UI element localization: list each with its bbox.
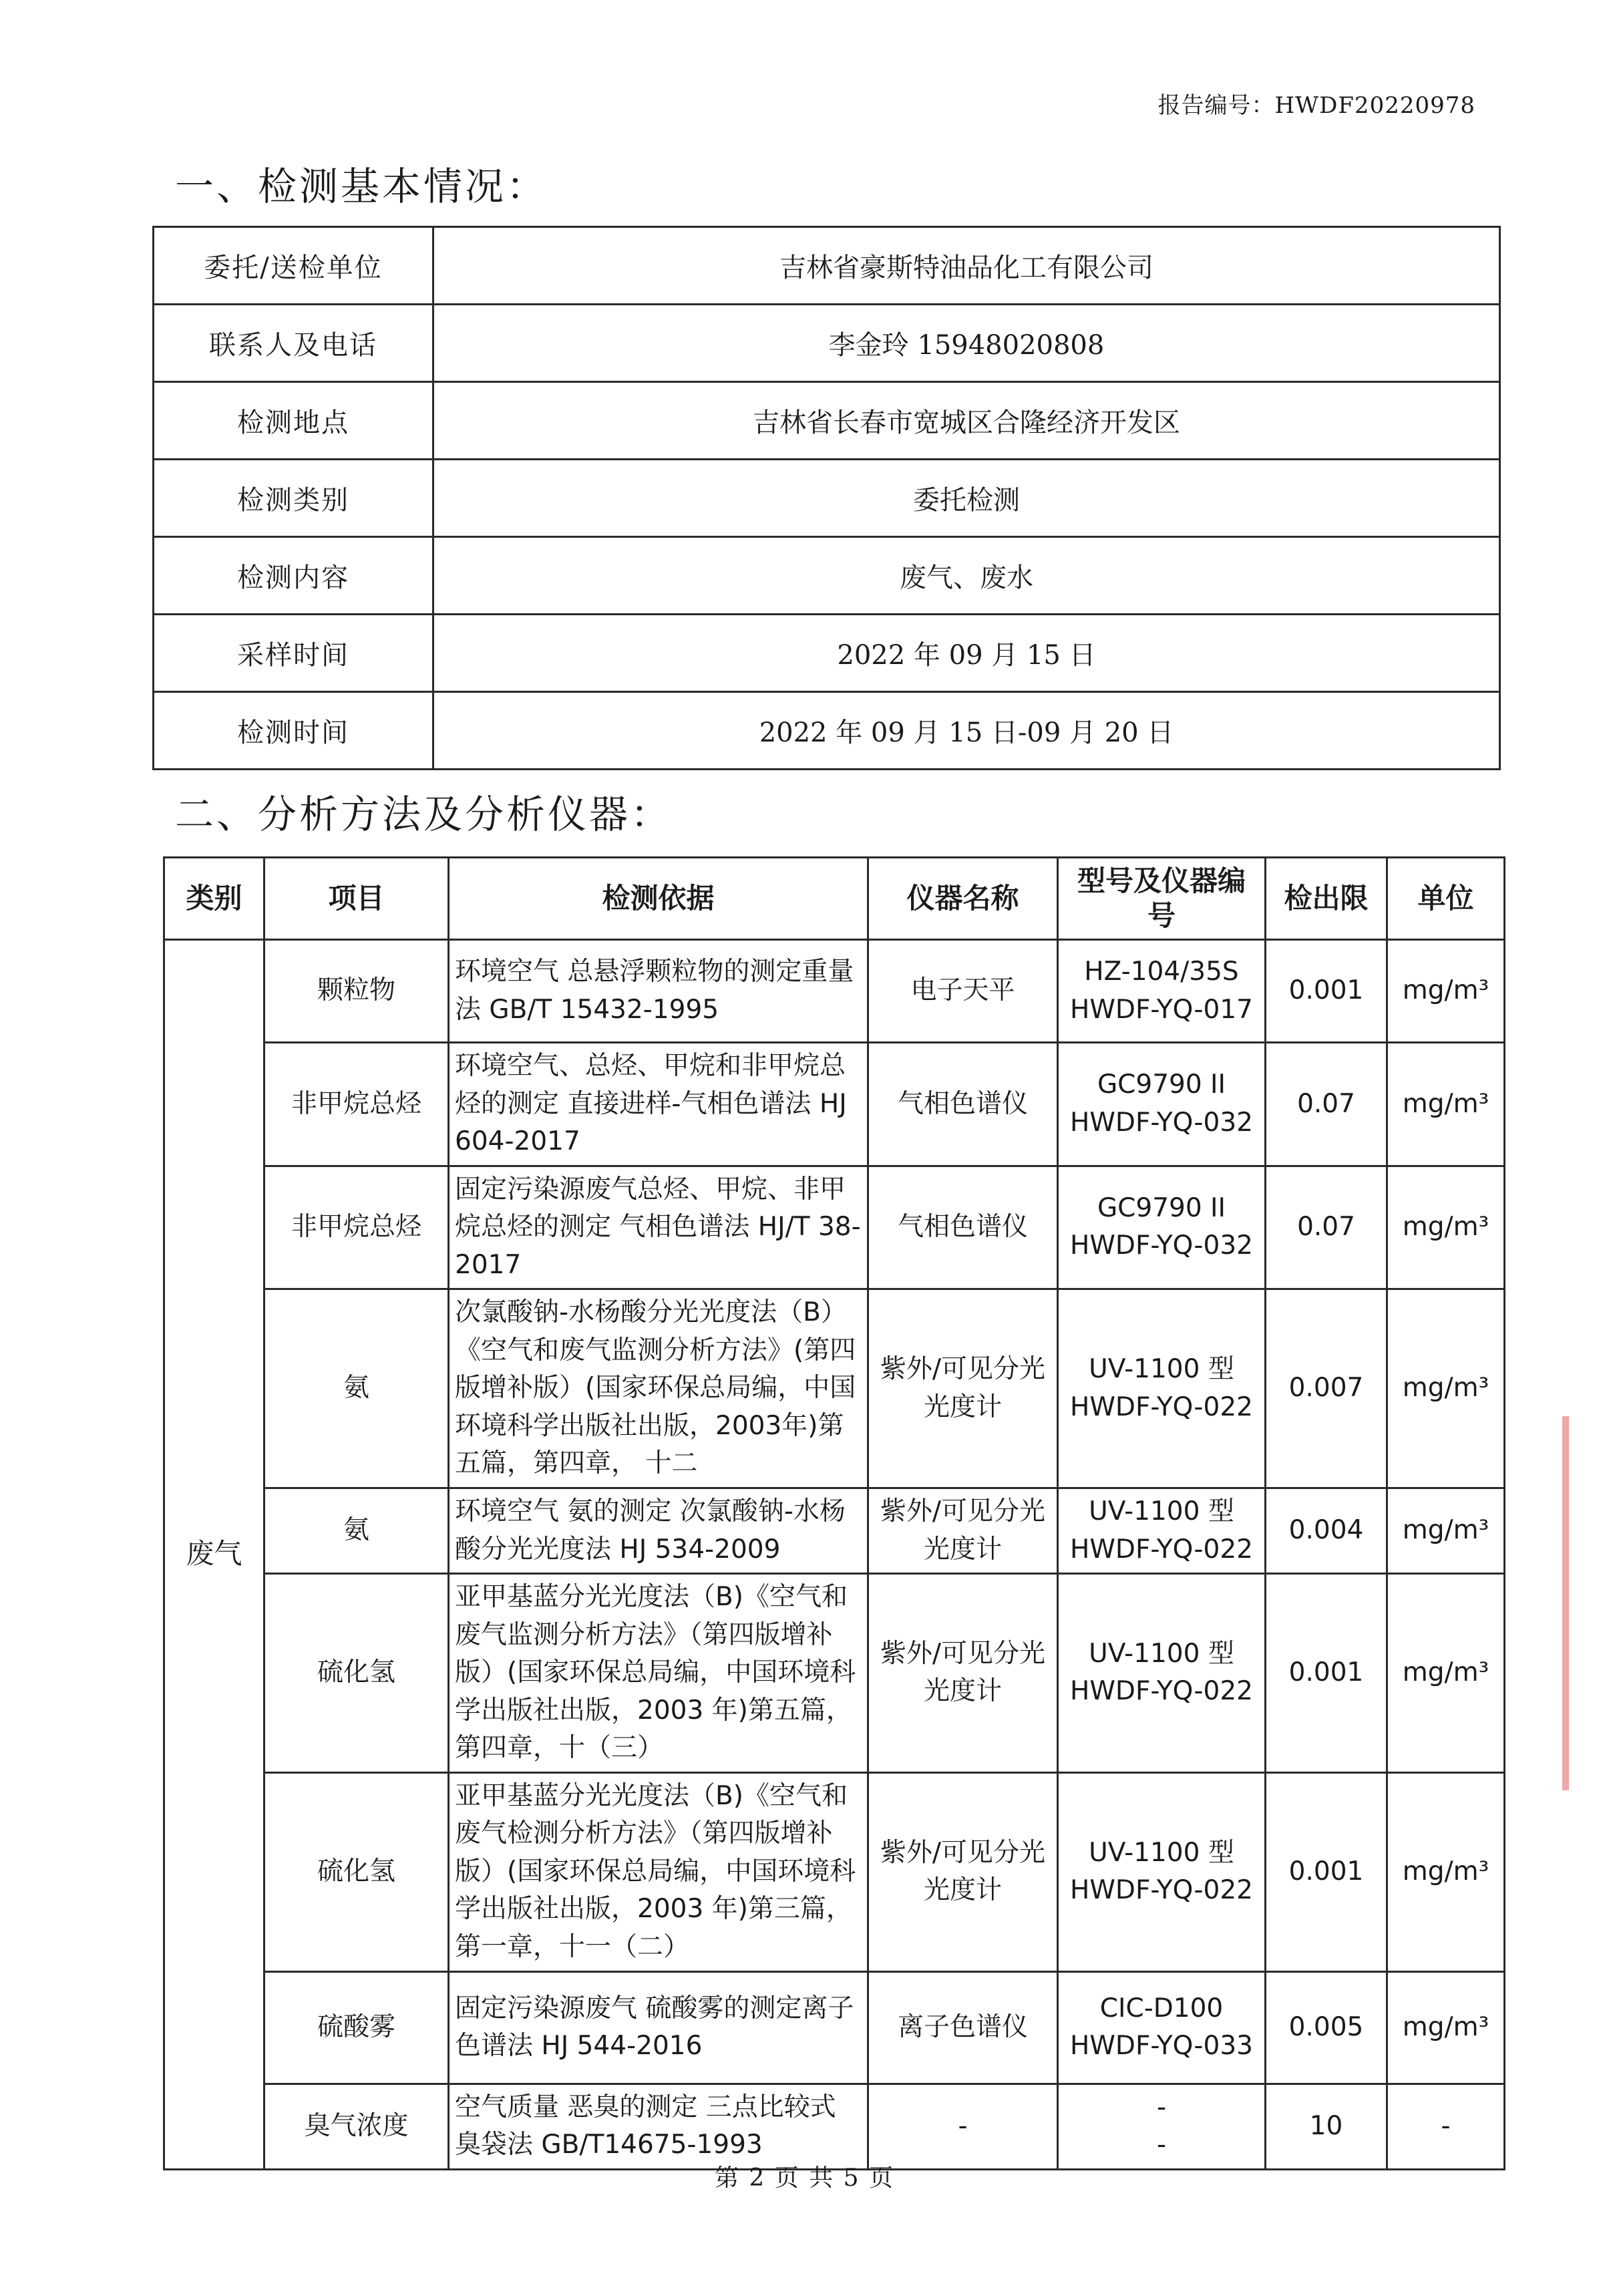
model-name: - bbox=[1156, 2092, 1167, 2122]
item-cell: 非甲烷总烃 bbox=[264, 1166, 449, 1289]
info-label: 联系人及电话 bbox=[154, 305, 433, 382]
item-cell: 臭气浓度 bbox=[264, 2084, 449, 2169]
info-value: 2022 年 09 月 15 日-09 月 20 日 bbox=[433, 692, 1500, 770]
model-cell bbox=[1058, 1043, 1266, 1166]
limit-cell: 0.001 bbox=[1266, 940, 1387, 1043]
report-number: 报告编号：HWDF20220978 bbox=[1157, 92, 1475, 119]
model-cell bbox=[1058, 2084, 1266, 2169]
unit-cell: - bbox=[1387, 2084, 1505, 2169]
model-cell bbox=[1058, 1574, 1266, 1773]
basis-cell: 固定污染源废气总烃、甲烷、非甲烷总烃的测定 气相色谱法 HJ/T 38-2017 bbox=[449, 1166, 868, 1289]
item-cell: 非甲烷总烃 bbox=[264, 1043, 449, 1166]
method-row bbox=[164, 1971, 1505, 2084]
info-value: 废气、废水 bbox=[433, 537, 1500, 615]
instrument-cell: 紫外/可见分光光度计 bbox=[868, 1772, 1058, 1971]
basis-cell: 环境空气 氨的测定 次氯酸钠-水杨酸分光光度法 HJ 534-2009 bbox=[449, 1488, 868, 1574]
limit-cell: 10 bbox=[1266, 2084, 1387, 2169]
page-number: 第 2 页 共 5 页 bbox=[714, 2164, 895, 2192]
section-title-basic-info: 一、检测基本情况： bbox=[175, 164, 548, 209]
method-row bbox=[164, 1289, 1505, 1488]
model-name: GC9790 II bbox=[1097, 1070, 1226, 1100]
red-seal-edge bbox=[1562, 1416, 1609, 1790]
info-row bbox=[154, 537, 1500, 615]
model-name: HZ-104/35S bbox=[1084, 956, 1239, 987]
unit-cell: mg/m³ bbox=[1387, 1574, 1505, 1773]
instrument-id: HWDF-YQ-022 bbox=[1070, 1534, 1253, 1565]
method-row bbox=[164, 1772, 1505, 1971]
instrument-id: HWDF-YQ-032 bbox=[1070, 1231, 1253, 1261]
basis-cell: 环境空气 总悬浮颗粒物的测定重量法 GB/T 15432-1995 bbox=[449, 940, 868, 1043]
item-cell: 硫化氢 bbox=[264, 1772, 449, 1971]
item-cell: 氨 bbox=[264, 1289, 449, 1488]
model-cell bbox=[1058, 1166, 1266, 1289]
unit-cell: mg/m³ bbox=[1387, 940, 1505, 1043]
header-model: 型号及仪器编号 bbox=[1058, 858, 1266, 940]
instrument-cell: 紫外/可见分光光度计 bbox=[868, 1289, 1058, 1488]
limit-cell: 0.007 bbox=[1266, 1289, 1387, 1488]
header-basis: 检测依据 bbox=[449, 858, 868, 940]
info-value: 2022 年 09 月 15 日 bbox=[433, 615, 1500, 692]
model-name: UV-1100 型 bbox=[1089, 1354, 1234, 1385]
instrument-cell: 紫外/可见分光光度计 bbox=[868, 1488, 1058, 1574]
instrument-cell: 电子天平 bbox=[868, 940, 1058, 1043]
instrument-id: HWDF-YQ-033 bbox=[1070, 2031, 1253, 2062]
info-value: 吉林省豪斯特油品化工有限公司 bbox=[433, 227, 1500, 305]
header-category: 类别 bbox=[164, 858, 264, 940]
model-cell bbox=[1058, 1289, 1266, 1488]
instrument-cell: - bbox=[868, 2084, 1058, 2169]
limit-cell: 0.001 bbox=[1266, 1772, 1387, 1971]
model-name: CIC-D100 bbox=[1099, 1993, 1224, 2023]
info-value: 李金玲 15948020808 bbox=[433, 305, 1500, 382]
limit-cell: 0.004 bbox=[1266, 1488, 1387, 1574]
limit-cell: 0.001 bbox=[1266, 1574, 1387, 1773]
info-value: 委托检测 bbox=[433, 460, 1500, 537]
info-label: 采样时间 bbox=[154, 615, 433, 692]
basic-info-table bbox=[152, 226, 1501, 770]
instrument-cell: 气相色谱仪 bbox=[868, 1043, 1058, 1166]
info-label: 委托/送检单位 bbox=[154, 227, 433, 305]
item-cell: 颗粒物 bbox=[264, 940, 449, 1043]
limit-cell: 0.07 bbox=[1266, 1043, 1387, 1166]
limit-cell: 0.005 bbox=[1266, 1971, 1387, 2084]
model-name: UV-1100 型 bbox=[1089, 1837, 1234, 1868]
method-row bbox=[164, 940, 1505, 1043]
info-row bbox=[154, 227, 1500, 305]
instrument-id: HWDF-YQ-022 bbox=[1070, 1391, 1253, 1422]
method-row bbox=[164, 1166, 1505, 1289]
info-label: 检测内容 bbox=[154, 537, 433, 615]
header-limit: 检出限 bbox=[1266, 858, 1387, 940]
unit-cell: mg/m³ bbox=[1387, 1043, 1505, 1166]
method-row bbox=[164, 1488, 1505, 1574]
info-row bbox=[154, 615, 1500, 692]
basis-cell: 次氯酸钠-水杨酸分光光度法（B）《空气和废气监测分析方法》(第四版增补版）(国家环保总局编，中国环境科学出版社出版，2003年)第五篇，第四章， 十二 bbox=[449, 1289, 868, 1488]
info-row bbox=[154, 460, 1500, 537]
info-row bbox=[154, 305, 1500, 382]
header-unit: 单位 bbox=[1387, 858, 1505, 940]
limit-cell: 0.07 bbox=[1266, 1166, 1387, 1289]
model-name: GC9790 II bbox=[1097, 1192, 1226, 1223]
info-label: 检测类别 bbox=[154, 460, 433, 537]
instrument-cell: 气相色谱仪 bbox=[868, 1166, 1058, 1289]
instrument-id: - bbox=[1156, 2130, 1167, 2160]
method-row bbox=[164, 1043, 1505, 1166]
unit-cell: mg/m³ bbox=[1387, 1289, 1505, 1488]
basis-cell: 空气质量 恶臭的测定 三点比较式臭袋法 GB/T14675-1993 bbox=[449, 2084, 868, 2169]
unit-cell: mg/m³ bbox=[1387, 1166, 1505, 1289]
info-label: 检测地点 bbox=[154, 382, 433, 460]
header-item: 项目 bbox=[264, 858, 449, 940]
info-label: 检测时间 bbox=[154, 692, 433, 770]
basis-cell: 环境空气、总烃、甲烷和非甲烷总烃的测定 直接进样-气相色谱法 HJ 604-2017 bbox=[449, 1043, 868, 1166]
unit-cell: mg/m³ bbox=[1387, 1971, 1505, 2084]
instrument-id: HWDF-YQ-022 bbox=[1070, 1875, 1253, 1906]
methods-table bbox=[163, 856, 1505, 2170]
model-name: UV-1100 型 bbox=[1089, 1496, 1234, 1527]
method-row bbox=[164, 2084, 1505, 2169]
info-row bbox=[154, 382, 1500, 460]
instrument-id: HWDF-YQ-022 bbox=[1070, 1676, 1253, 1707]
item-cell: 硫化氢 bbox=[264, 1574, 449, 1773]
model-name: UV-1100 型 bbox=[1089, 1638, 1234, 1669]
methods-header-row bbox=[164, 858, 1505, 940]
model-cell bbox=[1058, 1488, 1266, 1574]
model-cell bbox=[1058, 1971, 1266, 2084]
info-row bbox=[154, 692, 1500, 770]
model-cell bbox=[1058, 940, 1266, 1043]
unit-cell: mg/m³ bbox=[1387, 1488, 1505, 1574]
section-title-methods: 二、分析方法及分析仪器： bbox=[175, 792, 673, 837]
instrument-cell: 紫外/可见分光光度计 bbox=[868, 1574, 1058, 1773]
basis-cell: 固定污染源废气 硫酸雾的测定离子色谱法 HJ 544-2016 bbox=[449, 1971, 868, 2084]
instrument-id: HWDF-YQ-017 bbox=[1070, 994, 1253, 1025]
method-row bbox=[164, 1574, 1505, 1773]
basis-cell: 亚甲基蓝分光光度法（B)《空气和废气监测分析方法》（第四版增补版）(国家环保总局编，中国环境科学出版社出版，2003 年)第五篇，第四章，十（三） bbox=[449, 1574, 868, 1773]
model-cell bbox=[1058, 1772, 1266, 1971]
item-cell: 氨 bbox=[264, 1488, 449, 1574]
info-value: 吉林省长春市宽城区合隆经济开发区 bbox=[433, 382, 1500, 460]
unit-cell: mg/m³ bbox=[1387, 1772, 1505, 1971]
category-cell: 废气 bbox=[164, 940, 264, 2170]
basis-cell: 亚甲基蓝分光光度法（B)《空气和废气检测分析方法》（第四版增补版）(国家环保总局编，中国环境科学出版社出版，2003 年)第三篇，第一章，十一（二） bbox=[449, 1772, 868, 1971]
item-cell: 硫酸雾 bbox=[264, 1971, 449, 2084]
instrument-cell: 离子色谱仪 bbox=[868, 1971, 1058, 2084]
header-instrument: 仪器名称 bbox=[868, 858, 1058, 940]
instrument-id: HWDF-YQ-032 bbox=[1070, 1107, 1253, 1138]
